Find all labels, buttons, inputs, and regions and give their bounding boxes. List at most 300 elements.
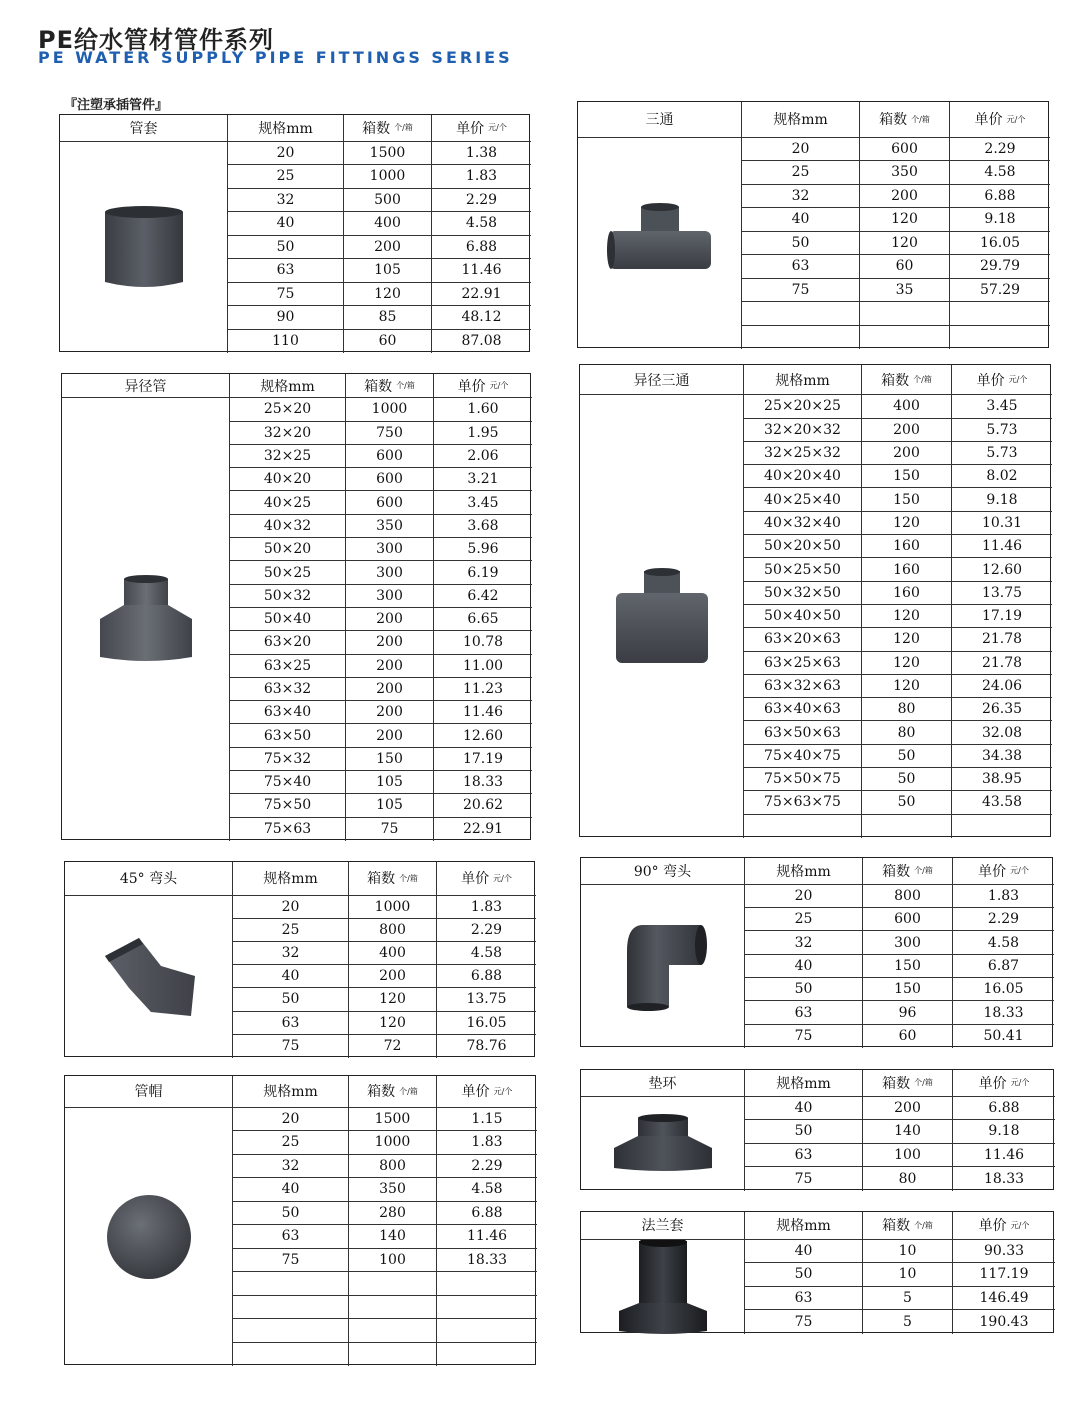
price-header	[950, 102, 1050, 138]
price-cell: 1.15	[437, 1108, 537, 1132]
spec-cell	[233, 1343, 349, 1367]
price-cell: 4.58	[437, 1178, 537, 1202]
spec-cell	[742, 302, 860, 326]
price-cell: 87.08	[461, 333, 502, 350]
price-cell: 18.33	[953, 1001, 1054, 1024]
qty-cell: 280	[349, 1202, 437, 1226]
qty-cell: 75	[346, 818, 434, 841]
qty-cell: 200	[346, 678, 434, 701]
qty-cell	[349, 1343, 437, 1367]
price-cell: 1.95	[434, 422, 532, 445]
qty-unit: 个/箱	[914, 866, 933, 876]
pipe-cap-icon	[65, 1108, 233, 1367]
qty-cell: 150	[863, 955, 953, 978]
spec-header: 规格mm	[233, 862, 349, 896]
qty-cell: 200	[862, 419, 952, 442]
qty-cell: 35	[860, 279, 950, 303]
spec-cell: 20	[233, 1108, 349, 1132]
qty-cell: 100	[349, 1249, 437, 1273]
qty-header	[860, 102, 950, 138]
spec-cell: 63×50×63	[744, 721, 862, 744]
price-cell: 12.60	[434, 724, 532, 747]
spec-cell: 40×32	[230, 515, 346, 538]
price-cell: 10.31	[952, 512, 1052, 535]
spec-cell: 32	[233, 942, 349, 965]
price-cell	[950, 326, 1050, 350]
price-cell: 11.23	[434, 678, 532, 701]
spec-cell	[233, 1296, 349, 1320]
spec-cell: 40	[745, 1097, 863, 1121]
qty-cell: 120	[860, 232, 950, 256]
price-header-label: 单价	[461, 871, 490, 888]
price-unit: 元/个	[493, 1086, 513, 1096]
qty-cell: 600	[346, 468, 434, 491]
spec-cell: 20	[233, 896, 349, 919]
qty-cell: 120	[862, 512, 952, 535]
qty-cell: 350	[346, 515, 434, 538]
spec-header: 规格mm	[742, 102, 860, 138]
qty-cell: 120	[349, 1012, 437, 1035]
qty-cell: 120	[349, 988, 437, 1011]
qty-header-label: 箱数	[882, 863, 911, 880]
spec-cell: 63×20	[230, 631, 346, 654]
qty-cell: 120	[862, 652, 952, 675]
qty-cell: 800	[349, 919, 437, 942]
spec-cell	[742, 326, 860, 350]
spec-cell: 75×50×75	[744, 768, 862, 791]
spec-cell: 75×63×75	[744, 791, 862, 814]
spec-cell: 40	[742, 208, 860, 232]
price-cell: 11.46	[952, 535, 1052, 558]
qty-cell: 105	[344, 259, 432, 283]
price-cell: 24.06	[952, 675, 1052, 698]
price-cell: 78.76	[466, 1038, 507, 1055]
price-header-label: 单价	[461, 1084, 490, 1101]
qty-cell: 200	[344, 236, 432, 260]
qty-cell: 400	[344, 212, 432, 236]
qty-header	[863, 858, 953, 885]
qty-cell: 600	[860, 138, 950, 162]
spec-cell: 50×25×50	[744, 558, 862, 581]
qty-header	[862, 365, 952, 395]
price-cell: 4.58	[432, 212, 531, 236]
price-cell: 117.19	[953, 1263, 1055, 1287]
spec-cell: 50	[233, 988, 349, 1011]
qty-cell: 600	[346, 445, 434, 468]
qty-cell: 50	[862, 768, 952, 791]
price-cell: 12.60	[952, 558, 1052, 581]
qty-unit: 个/箱	[399, 1086, 418, 1096]
spec-cell: 25	[233, 1131, 349, 1155]
price-cell: 3.45	[952, 395, 1052, 418]
price-cell: 8.02	[952, 465, 1052, 488]
price-cell: 57.29	[950, 279, 1050, 303]
qty-cell: 160	[862, 558, 952, 581]
spec-cell: 50	[745, 978, 863, 1001]
price-cell: 5.96	[434, 538, 532, 561]
qty-header-label: 箱数	[879, 112, 908, 129]
qty-cell: 5	[863, 1287, 953, 1311]
price-header-label: 单价	[978, 1218, 1007, 1235]
qty-header-label: 箱数	[367, 871, 396, 888]
product-name: 45° 弯头	[65, 862, 233, 896]
price-cell: 17.19	[952, 605, 1052, 628]
spec-cell: 63	[745, 1001, 863, 1024]
qty-cell: 200	[346, 608, 434, 631]
qty-cell: 100	[863, 1144, 953, 1168]
flange-sleeve-icon	[581, 1240, 745, 1334]
qty-cell: 500	[344, 189, 432, 213]
price-cell: 43.58	[952, 791, 1052, 814]
qty-header	[863, 1212, 953, 1240]
qty-cell: 80	[862, 698, 952, 721]
price-cell: 32.08	[952, 721, 1052, 744]
price-cell	[437, 1343, 537, 1367]
qty-cell	[349, 1319, 437, 1343]
spec-cell: 75	[745, 1167, 863, 1191]
qty-cell: 600	[346, 491, 434, 514]
spec-cell: 32	[228, 189, 344, 213]
price-cell	[437, 1296, 537, 1320]
product-table	[59, 114, 530, 352]
spec-cell: 63×32×63	[744, 675, 862, 698]
price-cell: 146.49	[953, 1287, 1055, 1311]
spec-header: 规格mm	[745, 1070, 863, 1097]
price-header-label: 单价	[978, 863, 1007, 880]
price-cell: 3.45	[434, 491, 532, 514]
qty-unit: 个/箱	[396, 381, 415, 391]
qty-cell: 200	[349, 965, 437, 988]
qty-cell: 400	[862, 395, 952, 418]
qty-cell: 140	[863, 1120, 953, 1144]
qty-header	[346, 374, 434, 398]
spec-cell: 25	[228, 165, 344, 189]
price-unit: 元/个	[1010, 1078, 1030, 1088]
qty-cell: 300	[346, 538, 434, 561]
price-cell	[952, 815, 1052, 838]
qty-header	[349, 1076, 437, 1108]
price-cell: 22.91	[432, 283, 531, 307]
qty-cell: 120	[860, 208, 950, 232]
qty-cell: 200	[346, 724, 434, 747]
qty-cell: 200	[346, 701, 434, 724]
spec-cell: 50×40	[230, 608, 346, 631]
coupling-icon	[60, 142, 228, 354]
spec-header: 规格mm	[230, 374, 346, 398]
qty-cell: 300	[863, 931, 953, 954]
price-cell: 4.58	[950, 161, 1050, 185]
spec-cell: 75×63	[230, 818, 346, 841]
spec-cell: 32	[742, 185, 860, 209]
elbow-90-icon	[581, 885, 745, 1048]
qty-cell: 800	[349, 1155, 437, 1179]
price-cell: 16.05	[437, 1012, 536, 1035]
spec-cell: 20	[745, 885, 863, 908]
page-title: PE给水管材管件系列	[38, 26, 274, 54]
spec-cell: 32×20	[230, 422, 346, 445]
reducing-tee-icon	[580, 395, 744, 838]
qty-cell: 200	[346, 655, 434, 678]
qty-cell: 60	[344, 330, 432, 354]
spec-cell	[233, 1272, 349, 1296]
price-header	[952, 365, 1052, 395]
price-unit: 元/个	[1010, 866, 1029, 876]
price-cell: 4.58	[437, 942, 536, 965]
spec-cell: 50	[742, 232, 860, 256]
spec-cell: 63×20×63	[744, 628, 862, 651]
spec-cell: 40×32×40	[744, 512, 862, 535]
product-name: 异径三通	[580, 365, 744, 395]
qty-unit: 个/箱	[914, 1078, 933, 1088]
qty-header	[863, 1070, 953, 1097]
product-table	[579, 364, 1051, 837]
spec-cell: 32×25×32	[744, 442, 862, 465]
tee-icon	[578, 138, 742, 350]
spec-cell: 75	[742, 279, 860, 303]
qty-cell: 350	[860, 161, 950, 185]
qty-cell: 750	[346, 422, 434, 445]
price-cell: 1.83	[437, 896, 536, 919]
spec-cell: 90	[228, 306, 344, 330]
qty-cell: 150	[346, 748, 434, 771]
price-cell: 6.87	[953, 955, 1054, 978]
product-table	[580, 1069, 1054, 1190]
price-cell: 11.46	[434, 701, 532, 724]
price-cell: 21.78	[952, 628, 1052, 651]
spec-cell: 50×20×50	[744, 535, 862, 558]
qty-cell: 200	[862, 442, 952, 465]
spec-cell: 75	[233, 1249, 349, 1273]
price-cell: 21.78	[952, 652, 1052, 675]
price-cell	[437, 1272, 537, 1296]
price-cell: 16.05	[950, 232, 1050, 256]
price-cell: 1.38	[432, 142, 531, 166]
elbow-45-icon	[65, 896, 233, 1058]
qty-cell: 50	[862, 745, 952, 768]
qty-cell: 150	[862, 488, 952, 511]
price-header	[434, 374, 532, 398]
qty-cell: 72	[349, 1035, 437, 1058]
product-table	[64, 861, 535, 1057]
spec-cell: 40	[745, 1240, 863, 1264]
qty-cell: 150	[862, 465, 952, 488]
price-cell: 2.29	[437, 919, 536, 942]
qty-cell: 1500	[349, 1108, 437, 1132]
price-header-label: 单价	[978, 1075, 1007, 1092]
price-unit: 元/个	[489, 381, 509, 391]
price-cell: 2.06	[434, 445, 532, 468]
product-table	[61, 373, 531, 840]
qty-cell: 50	[862, 791, 952, 814]
spec-cell: 20	[228, 142, 344, 166]
spec-cell: 32×25	[230, 445, 346, 468]
price-cell: 9.18	[950, 208, 1050, 232]
price-cell: 1.83	[432, 165, 531, 189]
price-header	[953, 1070, 1055, 1097]
price-cell: 6.88	[950, 185, 1050, 209]
spec-cell: 32	[745, 931, 863, 954]
spec-cell: 110	[228, 330, 344, 354]
price-unit: 元/个	[1008, 375, 1028, 385]
product-table	[64, 1075, 536, 1365]
spec-cell: 75	[745, 1310, 863, 1334]
spec-cell: 63	[233, 1225, 349, 1249]
price-header	[953, 858, 1054, 885]
price-cell: 11.46	[432, 259, 531, 283]
price-header	[437, 862, 536, 896]
price-cell: 9.18	[952, 488, 1052, 511]
product-table	[580, 857, 1053, 1047]
qty-cell: 200	[863, 1097, 953, 1121]
product-name: 垫环	[581, 1070, 745, 1097]
price-cell: 1.83	[953, 885, 1054, 908]
spec-cell: 75×32	[230, 748, 346, 771]
qty-cell: 300	[346, 561, 434, 584]
qty-cell	[349, 1272, 437, 1296]
product-name: 90° 弯头	[581, 858, 745, 885]
spec-cell: 50×32	[230, 585, 346, 608]
spec-cell: 25×20×25	[744, 395, 862, 418]
spec-cell: 40×25×40	[744, 488, 862, 511]
section-label: 『注塑承插管件』	[64, 98, 169, 113]
price-header	[437, 1076, 537, 1108]
qty-cell: 1500	[344, 142, 432, 166]
price-header	[432, 115, 531, 142]
page-subtitle: PE WATER SUPPLY PIPE FITTINGS SERIES	[38, 48, 513, 67]
price-cell: 2.29	[432, 189, 531, 213]
spec-cell: 75	[233, 1035, 349, 1058]
price-cell: 1.83	[437, 1131, 537, 1155]
qty-cell: 5	[863, 1310, 953, 1334]
price-cell: 11.46	[437, 1225, 537, 1249]
price-cell: 90.33	[953, 1240, 1055, 1264]
spec-cell: 32	[233, 1155, 349, 1179]
price-cell: 17.19	[434, 748, 532, 771]
spec-cell: 63×40	[230, 701, 346, 724]
qty-cell: 160	[862, 535, 952, 558]
qty-cell: 350	[349, 1178, 437, 1202]
price-cell: 6.88	[953, 1097, 1055, 1121]
price-unit: 元/个	[488, 123, 507, 133]
spec-cell: 63	[228, 259, 344, 283]
spec-cell: 63	[233, 1012, 349, 1035]
qty-header-label: 箱数	[367, 1084, 396, 1101]
price-header-label: 单价	[976, 372, 1005, 389]
price-cell: 6.88	[437, 1202, 537, 1226]
spec-cell: 63	[745, 1287, 863, 1311]
qty-cell: 10	[863, 1263, 953, 1287]
price-cell: 11.46	[953, 1144, 1055, 1168]
qty-cell: 1000	[346, 398, 434, 421]
qty-header-label: 箱数	[362, 120, 391, 137]
qty-cell: 200	[860, 185, 950, 209]
price-cell: 6.88	[432, 236, 531, 260]
spec-cell: 63×32	[230, 678, 346, 701]
qty-cell: 120	[862, 605, 952, 628]
qty-cell	[860, 326, 950, 350]
spec-cell: 40	[233, 965, 349, 988]
spec-cell: 32×20×32	[744, 419, 862, 442]
qty-cell: 60	[863, 1025, 953, 1048]
price-cell: 6.88	[437, 965, 536, 988]
spec-cell: 75×40	[230, 771, 346, 794]
price-header-label: 单价	[457, 378, 486, 395]
price-cell	[950, 302, 1050, 326]
spec-cell	[744, 815, 862, 838]
spec-cell: 75	[745, 1025, 863, 1048]
price-cell: 2.29	[953, 908, 1054, 931]
price-header-label: 单价	[456, 120, 485, 137]
price-cell: 5.73	[952, 442, 1052, 465]
price-header	[953, 1212, 1055, 1240]
qty-header-label: 箱数	[882, 1218, 911, 1235]
qty-cell: 140	[349, 1225, 437, 1249]
price-cell: 22.91	[462, 821, 504, 838]
spec-cell: 25	[742, 161, 860, 185]
qty-cell: 1000	[344, 165, 432, 189]
price-cell: 1.60	[434, 398, 532, 421]
spec-cell: 63×25×63	[744, 652, 862, 675]
spec-cell: 50×25	[230, 561, 346, 584]
qty-unit: 个/箱	[394, 123, 413, 133]
price-cell: 6.19	[434, 561, 532, 584]
qty-unit: 个/箱	[913, 375, 932, 385]
spec-cell: 40×25	[230, 491, 346, 514]
product-name: 管帽	[65, 1076, 233, 1108]
spec-cell: 50	[228, 236, 344, 260]
price-cell: 20.62	[434, 794, 532, 817]
qty-header-label: 箱数	[364, 378, 393, 395]
qty-header	[349, 862, 437, 896]
price-cell: 50.41	[983, 1028, 1024, 1045]
price-cell: 26.35	[952, 698, 1052, 721]
spec-cell: 40	[233, 1178, 349, 1202]
qty-cell: 800	[863, 885, 953, 908]
spec-cell: 75×50	[230, 794, 346, 817]
spec-cell: 20	[742, 138, 860, 162]
qty-cell	[349, 1296, 437, 1320]
price-cell: 3.68	[434, 515, 532, 538]
price-cell: 5.73	[952, 419, 1052, 442]
price-cell: 9.18	[953, 1120, 1055, 1144]
qty-cell: 105	[346, 771, 434, 794]
spec-cell: 50×20	[230, 538, 346, 561]
qty-cell: 10	[863, 1240, 953, 1264]
qty-header-label: 箱数	[882, 1075, 911, 1092]
qty-cell: 200	[346, 631, 434, 654]
price-cell: 13.75	[437, 988, 536, 1011]
qty-cell: 60	[860, 255, 950, 279]
qty-cell: 85	[344, 306, 432, 330]
price-unit: 元/个	[1010, 1220, 1030, 1230]
price-cell: 16.05	[953, 978, 1054, 1001]
spec-header: 规格mm	[744, 365, 862, 395]
price-unit: 元/个	[493, 873, 512, 883]
spec-cell	[233, 1319, 349, 1343]
qty-unit: 个/箱	[914, 1220, 933, 1230]
spec-header: 规格mm	[233, 1076, 349, 1108]
spec-cell: 40	[228, 212, 344, 236]
spec-cell: 75	[228, 283, 344, 307]
price-cell: 4.58	[953, 931, 1054, 954]
spec-cell: 25×20	[230, 398, 346, 421]
spec-cell: 50×32×50	[744, 582, 862, 605]
qty-cell: 80	[863, 1167, 953, 1191]
stub-flange-icon	[581, 1097, 745, 1191]
spec-cell: 63	[745, 1144, 863, 1168]
spec-cell: 40×20×40	[744, 465, 862, 488]
spec-cell: 63	[742, 255, 860, 279]
